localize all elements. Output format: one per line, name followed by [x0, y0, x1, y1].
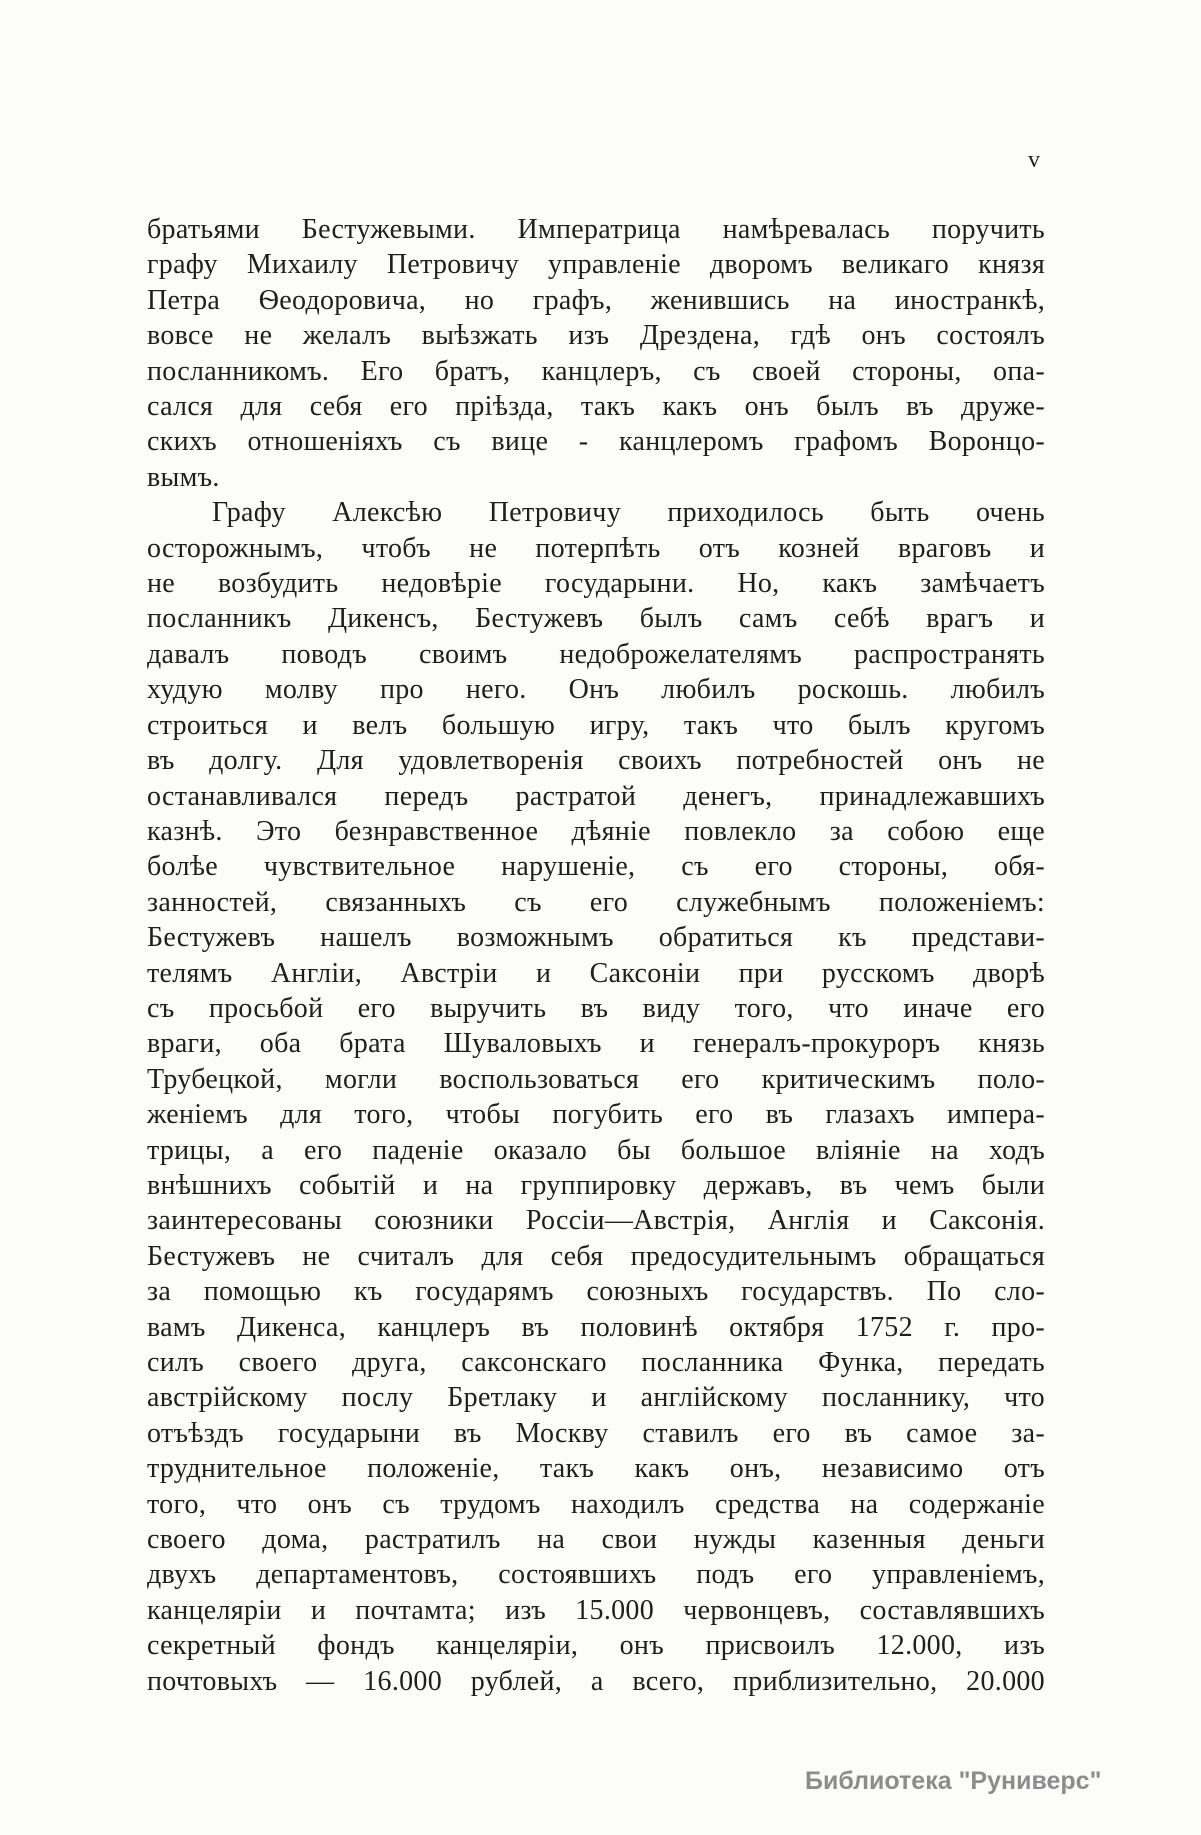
text-line: двухъ департаментовъ, состоявшихъ подъ его управленіемъ, — [147, 1559, 1045, 1591]
text-line: вымъ. — [147, 461, 220, 493]
text-line: вамъ Дикенса, канцлеръ въ половинѣ октября 1752 г. про- — [147, 1311, 1045, 1343]
text-line: осторожнымъ, чтобъ не потерпѣть отъ козней враговъ и — [147, 532, 1045, 564]
text-line: трицы, а его паденіе оказало бы большое вліяніе на ходъ — [147, 1134, 1045, 1166]
text-line: скихъ отношеніяхъ съ вице - канцлеромъ графомъ Воронцо- — [147, 426, 1045, 458]
text-line: телямъ Англіи, Австріи и Саксоніи при русскомъ дворѣ — [147, 957, 1045, 989]
text-line: сался для себя его пріѣзда, такъ какъ онъ былъ въ друже- — [147, 391, 1045, 423]
text-line: заинтересованы союзники Россіи—Австрія, Англія и Саксонія. — [147, 1205, 1045, 1237]
text-line: въ долгу. Для удовлетворенія своихъ потребностей онъ не — [147, 745, 1045, 777]
text-line: внѣшнихъ событій и на группировку державъ, въ чемъ были — [147, 1169, 1045, 1201]
text-line: силъ своего друга, саксонскаго посланника Функа, передать — [147, 1347, 1045, 1378]
text-line: отъѣздъ государыни въ Москву ставилъ его въ самое за- — [147, 1417, 1045, 1449]
text-line: не возбудить недовѣріе государыни. Но, какъ замѣчаетъ — [147, 568, 1045, 600]
text-line: австрійскому послу Бретлаку и англійскому посланнику, что — [147, 1382, 1045, 1414]
text-line: того, что онъ съ трудомъ находилъ средства на содержаніе — [147, 1488, 1045, 1520]
text-line: Бестужевъ нашелъ возможнымъ обратиться къ представи- — [147, 922, 1045, 954]
text-line: своего дома, растратилъ на свои нужды казенныя деньги — [147, 1524, 1045, 1556]
text-line: останавливался передъ растратой денегъ, принадлежавшихъ — [147, 780, 1045, 812]
text-line: графу Михаилу Петровичу управленіе дворомъ великаго князя — [147, 249, 1045, 281]
text-line: занностей, связанныхъ съ его служебнымъ положеніемъ: — [147, 886, 1045, 918]
text-line: давалъ поводъ своимъ недоброжелателямъ распространять — [147, 638, 1045, 670]
text-line: почтовыхъ — 16.000 рублей, а всего, приблизительно, 20.000 — [147, 1665, 1045, 1697]
text-line: секретный фондъ канцеляріи, онъ присвоилъ 12.000, изъ — [147, 1630, 1045, 1662]
page-number: v — [1028, 147, 1040, 173]
text-line: канцеляріи и почтамта; изъ 15.000 червонцевъ, составлявшихъ — [147, 1594, 1045, 1626]
text-line: посланникомъ. Его братъ, канцлеръ, съ своей стороны, опа- — [147, 355, 1045, 387]
text-line: посланникъ Дикенсъ, Бестужевъ былъ самъ себѣ врагъ и — [147, 603, 1045, 635]
text-line: враги, оба брата Шуваловыхъ и генералъ-прокуроръ князь — [147, 1028, 1045, 1060]
text-line: братьями Бестужевыми. Императрица намѣревалась поручить — [147, 214, 1045, 245]
text-line: вовсе не желалъ выѣзжать изъ Дрездена, гдѣ онъ состоялъ — [147, 320, 1045, 352]
body-text — [147, 212, 1045, 1699]
text-line: Бестужевъ не считалъ для себя предосудительнымъ обращаться — [147, 1240, 1045, 1272]
text-line: съ просьбой его выручить въ виду того, что иначе его — [147, 992, 1045, 1024]
library-watermark: Библиотека "Руниверс" — [805, 1767, 1102, 1795]
text-line: за помощью къ государямъ союзныхъ государствъ. По сло- — [147, 1276, 1045, 1308]
text-line: Петра Ѳеодоровича, но графъ, женившись на иностранкѣ, — [147, 284, 1045, 316]
text-line: Трубецкой, могли воспользоваться его критическимъ поло- — [147, 1063, 1045, 1095]
text-line: болѣе чувствительное нарушеніе, съ его стороны, обя- — [147, 851, 1045, 883]
text-line: худую молву про него. Онъ любилъ роскошь. любилъ — [147, 674, 1045, 706]
text-line: женіемъ для того, чтобы погубить его въ глазахъ импера- — [147, 1099, 1045, 1131]
text-line: казнѣ. Это безнравственное дѣяніе повлекло за собою еще — [147, 815, 1045, 847]
text-line: строиться и велъ большую игру, такъ что былъ кругомъ — [147, 709, 1045, 741]
text-line: труднительное положеніе, такъ какъ онъ, независимо отъ — [147, 1453, 1045, 1485]
text-line: Графу Алексѣю Петровичу приходилось быть очень — [212, 497, 1045, 529]
